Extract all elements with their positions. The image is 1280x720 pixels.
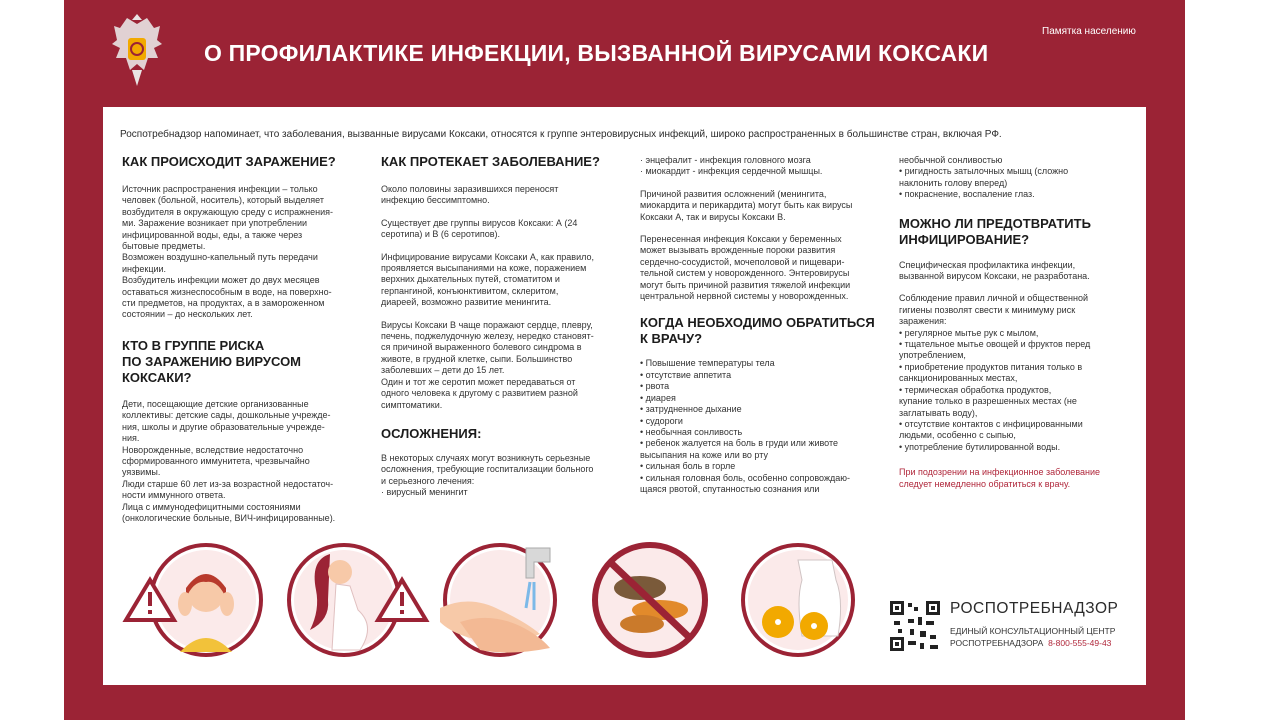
brand-subtitle-org: РОСПОТРЕБНАДЗОРА [950,638,1044,648]
paragraph: Причиной развития осложнений (менингита, миокардита и перикардита) могут быть как вирусы Коксаки А, так и вирусы Коксаки В. [640,188,853,222]
fruit-and-milk-icon [728,540,868,660]
column-1 [122,154,367,524]
heading-risk-group: КТО В ГРУППЕ РИСКА ПО ЗАРАЖЕНИЮ ВИРУСОМ КОКСАКИ? [122,337,302,385]
page-title: О ПРОФИЛАКТИКЕ ИНФЕКЦИИ, ВЫЗВАННОЙ ВИРУСАМИ КОКСАКИ [204,40,989,66]
paragraph: Вирусы Коксаки В чаще поражают сердце, плевру, печень, поджелудочную железу, нередко становят- ся причиной выраженного болевого синдрома в животе, в грудной клетке, сыпи. Большинство заболевших – дети до 15 лет. Один и тот же серотип может передаваться от одного человека к другому с развитием разной симптоматики. [381,319,594,410]
column-2 [381,154,626,499]
paragraph: Существует две группы вирусов Коксаки: А (24 серотипа) и В (6 серотипов). [381,217,578,240]
qr-code-icon[interactable] [890,601,940,651]
child-headache-icon [122,540,268,660]
memo-label: Памятка населению [1042,26,1136,37]
paragraph: В некоторых случаях могут возникнуть серьезные осложнения, требующие госпитализации больного и серьезного лечения: · вирусный менингит [381,452,594,498]
paragraph: Около половины заразившихся переносят инфекцию бессимптомно. [381,184,559,206]
warning-text: При подозрении на инфекционное заболевание следует немедленно обратиться к врачу. [899,467,1101,489]
prevention-list: Соблюдение правил личной и общественной гигиены позволят свести к минимуму риск заражения: • регулярное мытье рук с мылом, • тщательное мытье овощей и фруктов перед употреблением, • приобретение продуктов питания только в санкционированных местах, • термическая обработка продуктов, купание только в разрешенных местах (не заглатывать воду), • отсутствие контактов с инфицированными людьми, особенно с сыпью, • употребление бутилированной воды. [899,293,1091,452]
hotline-phone[interactable]: 8-800-555-49-43 [1048,638,1112,648]
heading-disease-course: КАК ПРОТЕКАЕТ ЗАБОЛЕВАНИЕ? [381,154,600,169]
brand-name: РОСПОТРЕБНАДЗОР [950,600,1119,617]
brand-subtitle-line-1: ЕДИНЫЙ КОНСУЛЬТАЦИОННЫЙ ЦЕНТР [950,626,1116,636]
paragraph: Специфическая профилактика инфекции, вызванной вирусом Коксаки, не разработана. [899,259,1090,282]
paragraph: необычной сонливостью • ригидность затылочных мышц (сложно наклонить голову вперед) • покраснение, воспаление глаз. [899,155,1069,200]
paragraph: · энцефалит - инфекция головного мозга · миокардит - инфекция сердечной мышцы. [640,155,823,177]
column-4 [899,155,1134,490]
symptom-list: • Повышение температуры тела • отсутствие аппетита • рвота • диарея • затрудненное дыхание • судороги • необычная сонливость • ребенок жалуется на боль в груди или животе высыпания на коже или во рту • сильная боль в горле • сильная головная боль, особенно сопровождаю- щаяся рвотой, спутанностью сознания или [640,358,850,494]
heading-prevention: МОЖНО ЛИ ПРЕДОТВРАТИТЬ ИНФИЦИРОВАНИЕ? [899,215,1091,247]
intro-text: Роспотребнадзор напоминает, что заболевания, вызванные вирусами Коксаки, относятся к группе энтеровирусных инфекций, широко распространенных в большинстве стран, включая РФ. [120,129,1002,140]
heading-how-infection: КАК ПРОИСХОДИТ ЗАРАЖЕНИЕ? [122,154,336,169]
hand-washing-icon [430,538,570,662]
paragraph: Источник распространения инфекции – только человек (больной, носитель), который выделяет возбудителя в окружающую среду с испражнения- ми. Заражение возникает при употреблении инфицированной воды, еды, а также через бытовые предметы. Возможен воздушно-капельный путь передачи инфекции. Возбудитель инфекции может до двух месяцев оставаться жизнеспособным в воде, на поверхно- сти предметов, на продуктах, а в замороженном состоянии – до нескольких лет. [122,184,334,320]
paragraph: Инфицирование вирусами Коксаки А, как правило, проявляется высыпаниями на коже, поражением верхних дыхательных путей, стоматитом и герпангиной, конъюнктивитом, склеритом, диареей, возможно развитие менингита. [381,251,594,308]
brand-subtitle-line-2 [950,637,1115,649]
brand-subtitle [950,625,1115,649]
pregnant-woman-icon [280,540,430,660]
eagle-emblem-icon [112,14,162,94]
heading-see-doctor: КОГДА НЕОБХОДИМО ОБРАТИТЬСЯ К ВРАЧУ? [640,315,875,347]
paragraph: Перенесенная инфекция Коксаки у беременных может вызывать врожденные пороки развития сердечно-сосудистой, мочеполовой и пищевари- тельной систем у новорожденного. Энтеровирусы могут быть причиной развития тяжелой инфекции центральной нервной системы у новорожденных. [640,234,851,302]
column-3 [640,155,885,495]
no-dirty-food-icon [580,540,720,660]
paragraph: Дети, посещающие детские организованные коллективы: детские сады, дошкольные учрежде- ния, школы и другие образовательные учрежде- ния. Новорожденные, вследствие недостаточно сформированного иммунитета, чрезвычайно уязвимы. Люди старше 60 лет из-за возрастной недостаточ- ности иммунного ответа. Лица с иммунодефицитными состояниями (онкологические больные, ВИЧ-инфицированные). [122,398,336,523]
heading-complications: ОСЛОЖНЕНИЯ: [381,425,482,441]
